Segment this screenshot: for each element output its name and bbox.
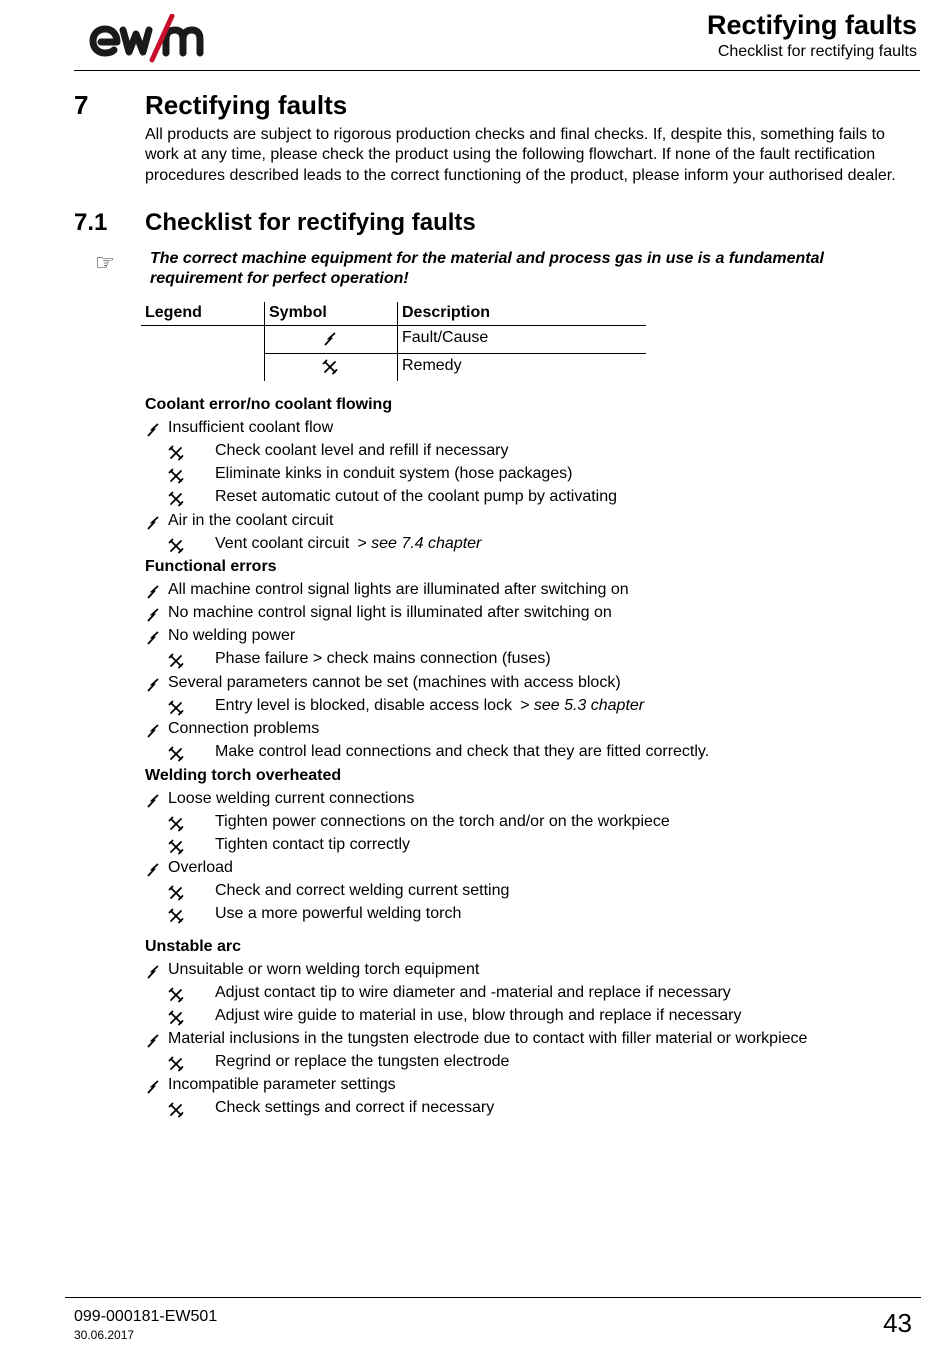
header-title: Rectifying faults	[706, 10, 917, 40]
chapter-reference-link[interactable]: > see 7.4 chapter	[357, 535, 482, 552]
remedy-icon	[322, 359, 338, 375]
fault-cause-icon	[145, 422, 161, 438]
remedy-text	[215, 1053, 509, 1071]
fault-cause-text	[168, 961, 479, 979]
legend-col-divider-1	[264, 302, 265, 381]
remedy-icon	[168, 1056, 184, 1072]
fault-cause-icon	[145, 584, 161, 600]
fault-cause-icon	[145, 862, 161, 878]
remedy-text	[215, 836, 410, 854]
legend-desc-fault: Fault/Cause	[402, 329, 489, 346]
header-subtitle: Checklist for rectifying faults	[717, 43, 917, 60]
remedy-icon	[168, 468, 184, 484]
remedy-text	[215, 984, 731, 1002]
fault-cause-text	[168, 720, 319, 738]
pointing-hand-icon: ☞	[95, 250, 115, 275]
checklist-section-heading: Coolant error/no coolant flowing	[145, 396, 393, 413]
remedy-text	[215, 442, 508, 460]
fault-cause-text	[168, 512, 333, 530]
fault-cause-text	[168, 859, 233, 877]
legend-row-remedy	[322, 359, 338, 378]
remedy-icon	[168, 816, 184, 832]
checklist-item-label: Check and correct welding current setting	[215, 882, 510, 899]
legend-header-rule	[141, 325, 646, 326]
checklist-item-label: Adjust wire guide to material in use, blow through and replace if necessary	[215, 1007, 742, 1024]
remedy-text	[215, 813, 670, 831]
checklist-item-label: Loose welding current connections	[168, 790, 415, 807]
remedy-text	[215, 743, 709, 761]
checklist-item-label: Unsuitable or worn welding torch equipment	[168, 961, 480, 978]
checklist-section-heading: Unstable arc	[145, 938, 242, 955]
remedy-text	[215, 650, 551, 668]
fault-cause-text	[168, 1076, 396, 1094]
chapter-number: 7	[74, 90, 89, 120]
remedy-text	[215, 465, 573, 483]
ewm-logo	[82, 14, 214, 64]
fault-cause-icon	[145, 1033, 161, 1049]
fault-cause-icon	[145, 793, 161, 809]
checklist-item-label: Overload	[168, 859, 233, 876]
checklist-item-label: Adjust contact tip to wire diameter and -material and replace if necessary	[215, 984, 731, 1001]
checklist-item-label: Make control lead connections and check that they are fitted correctly.	[215, 743, 710, 760]
page-number: 43	[883, 1308, 912, 1338]
remedy-icon	[168, 1102, 184, 1118]
fault-cause-text	[168, 581, 629, 599]
remedy-text	[215, 1007, 742, 1025]
fault-cause-text	[168, 790, 414, 808]
fault-cause-icon	[145, 607, 161, 623]
checklist-item-label: Tighten contact tip correctly	[215, 836, 411, 853]
fault-cause-text	[168, 1030, 807, 1048]
checklist-item-label: No welding power	[168, 627, 296, 644]
checklist-item-label: Entry level is blocked, disable access lock	[215, 697, 513, 714]
note-text: The correct machine equipment for the material and process gas in use is a fundamental requirement for perfect operation!	[150, 250, 824, 287]
fault-cause-text	[168, 419, 333, 437]
legend-row-fault	[322, 331, 338, 350]
checklist-section-heading: Welding torch overheated	[145, 767, 342, 784]
chapter-intro: All products are subject to rigorous production checks and final checks. If, despite this, something fails to work at any time, please check the product using the following flowchart. If none of the fault rectification procedures described leads to the correct functioning of the product, please inform your authorised dealer.	[145, 126, 896, 184]
legend-desc-remedy: Remedy	[402, 357, 462, 374]
checklist-item-label: Eliminate kinks in conduit system (hose packages)	[215, 465, 573, 482]
checklist-item-label: Air in the coolant circuit	[168, 512, 334, 529]
remedy-icon	[168, 653, 184, 669]
remedy-icon	[168, 987, 184, 1003]
ewm-logo-graphic	[82, 14, 214, 64]
fault-cause-icon	[145, 515, 161, 531]
remedy-text	[215, 535, 481, 553]
checklist-item-label: No machine control signal light is illuminated after switching on	[168, 604, 612, 621]
fault-cause-icon	[322, 331, 338, 347]
remedy-text	[215, 905, 461, 923]
checklist-item-label: Reset automatic cutout of the coolant pump by activating	[215, 488, 618, 505]
checklist-item-label: Material inclusions in the tungsten electrode due to contact with filler material or workpiece	[168, 1030, 808, 1047]
chapter-reference-link[interactable]: > see 5.3 chapter	[520, 697, 645, 714]
fault-cause-icon	[145, 1079, 161, 1095]
remedy-icon	[168, 700, 184, 716]
checklist-section-heading: Functional errors	[145, 558, 277, 575]
checklist-item-label: Several parameters cannot be set (machines with access block)	[168, 674, 621, 691]
checklist-item-label: Vent coolant circuit	[215, 535, 350, 552]
footer-divider	[65, 1297, 921, 1298]
checklist-item-label: Phase failure > check mains connection (fuses)	[215, 650, 551, 667]
chapter-title: Rectifying faults	[145, 90, 348, 120]
section-number: 7.1	[74, 209, 108, 236]
legend-row-rule	[265, 353, 646, 354]
checklist-item-label: All machine control signal lights are illuminated after switching on	[168, 581, 629, 598]
checklist-item-label: Connection problems	[168, 720, 320, 737]
fault-cause-icon	[145, 677, 161, 693]
remedy-icon	[168, 1010, 184, 1026]
remedy-icon	[168, 908, 184, 924]
remedy-text	[215, 882, 509, 900]
checklist-item-label: Check settings and correct if necessary	[215, 1099, 495, 1116]
checklist-item-label: Incompatible parameter settings	[168, 1076, 396, 1093]
remedy-icon	[168, 885, 184, 901]
fault-cause-icon	[145, 964, 161, 980]
section-title: Checklist for rectifying faults	[145, 209, 476, 236]
header-divider	[74, 70, 920, 71]
checklist-item-label: Tighten power connections on the torch and/or on the workpiece	[215, 813, 670, 830]
remedy-text	[215, 697, 644, 715]
checklist-item-label: Regrind or replace the tungsten electrode	[215, 1053, 510, 1070]
remedy-icon	[168, 746, 184, 762]
legend-header-legend: Legend	[145, 304, 202, 321]
legend-header-description: Description	[402, 304, 491, 321]
document-number: 099-000181-EW501	[74, 1308, 218, 1325]
fault-cause-text	[168, 627, 295, 645]
fault-cause-text	[168, 604, 612, 622]
legend-col-divider-2	[397, 302, 398, 381]
checklist-item-label: Check coolant level and refill if necessary	[215, 442, 509, 459]
remedy-icon	[168, 839, 184, 855]
remedy-icon	[168, 491, 184, 507]
document-date: 30.06.2017	[74, 1328, 135, 1342]
legend-header-symbol: Symbol	[269, 304, 327, 321]
fault-cause-icon	[145, 630, 161, 646]
remedy-text	[215, 1099, 494, 1117]
remedy-icon	[168, 445, 184, 461]
remedy-text	[215, 488, 617, 506]
remedy-icon	[168, 538, 184, 554]
logo-text: ewm	[82, 14, 85, 15]
fault-cause-text	[168, 674, 621, 692]
checklist-item-label: Use a more powerful welding torch	[215, 905, 462, 922]
fault-cause-icon	[145, 723, 161, 739]
checklist-item-label: Insufficient coolant flow	[168, 419, 334, 436]
